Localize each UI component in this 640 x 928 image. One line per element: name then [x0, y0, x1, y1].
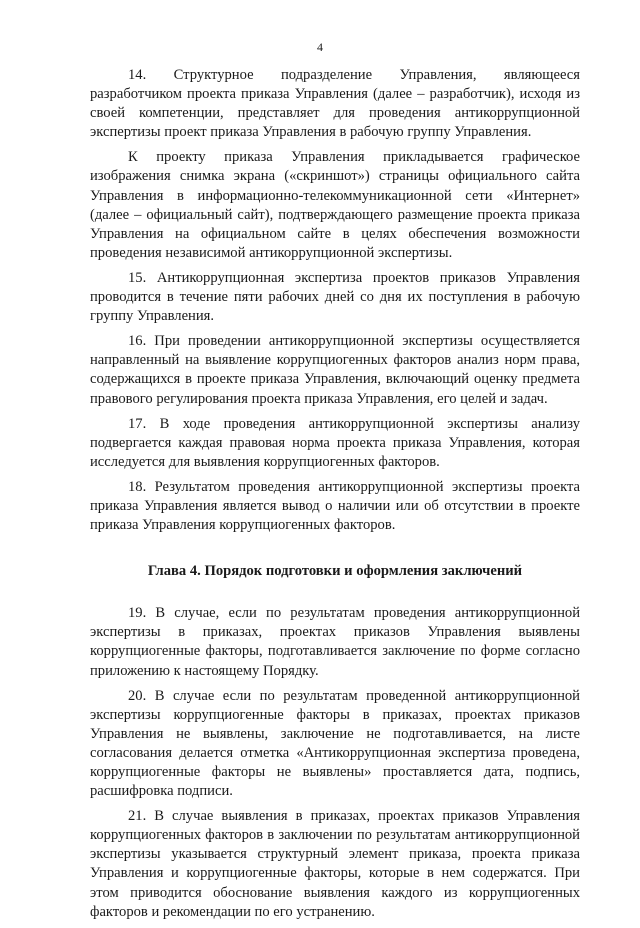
paragraph-19: 19. В случае, если по результатам проведения антикоррупционной экспертизы в приказах, проектах приказов Управления выявлены коррупциогенные факторы, подготавливается заключение по форме согласно приложению к настоящему Порядку. [90, 605, 580, 679]
paragraph-16: 16. При проведении антикоррупционной экспертизы осуществляется направленный на выявление коррупциогенных факторов анализ норм права, содержащихся в проекте приказа Управления, включающий оценку предмета правового регулирования проекта приказа Управления, его целей и задач. [90, 333, 580, 407]
paragraph-15: 15. Антикоррупционная экспертиза проектов приказов Управления проводится в течение пяти рабочих дней со дня их поступления в рабочую группу Управления. [90, 269, 580, 325]
paragraph-21: 21. В случае выявления в приказах, проектах приказов Управления коррупциогенных факторов в заключении по результатам антикоррупционной экспертизы указывается структурный элемент приказа, проекта приказа Управления и коррупциогенные факторы, которые в нем содержатся. При этом приводится обоснование выявления каждого из коррупциогенных факторов и рекомендации по его устранению. [90, 808, 580, 920]
paragraph-14-attachment: К проекту приказа Управления прикладывается графическое изображения снимка экрана («скриншот») страницы официального сайта Управления в информационно-телекоммуникационной сети «Интернет» (далее – официальный сайт), подтверждающего размещение проекта приказа Управления на официальном сайте в целях обеспечения возможности проведения независимой антикоррупционной экспертизы. [90, 149, 580, 261]
chapter-title: Глава 4. Порядок подготовки и оформления заключений [147, 563, 523, 580]
page-number: 4 [317, 40, 323, 54]
paragraph-20: 20. В случае если по результатам проведенной антикоррупционной экспертизы коррупциогенные факторы в приказах, проектах приказов Управления не выявлены, заключение не подготавливается, на листе согласования делается отметка «Антикоррупционная экспертиза проведена, коррупциогенные факторы не выявлены» проставляется дата, подпись, расшифровка подписи. [90, 687, 580, 800]
document-body [90, 66, 580, 928]
paragraph-18: 18. Результатом проведения антикоррупционной экспертизы проекта приказа Управления является вывод о наличии или об отсутствии в проекте приказа Управления коррупциогенных факторов. [90, 478, 580, 534]
paragraph-14: 14. Структурное подразделение Управления, являющееся разработчиком проекта приказа Управления (далее – разработчик), исходя из своей компетенции, представляет для проведения антикоррупционной экспертизы проект приказа Управления в рабочую группу Управления. [90, 67, 580, 141]
paragraph-17: 17. В ходе проведения антикоррупционной экспертизы анализу подвергается каждая правовая норма проекта приказа Управления, которая исследуется для выявления коррупциогенных факторов. [90, 415, 580, 470]
